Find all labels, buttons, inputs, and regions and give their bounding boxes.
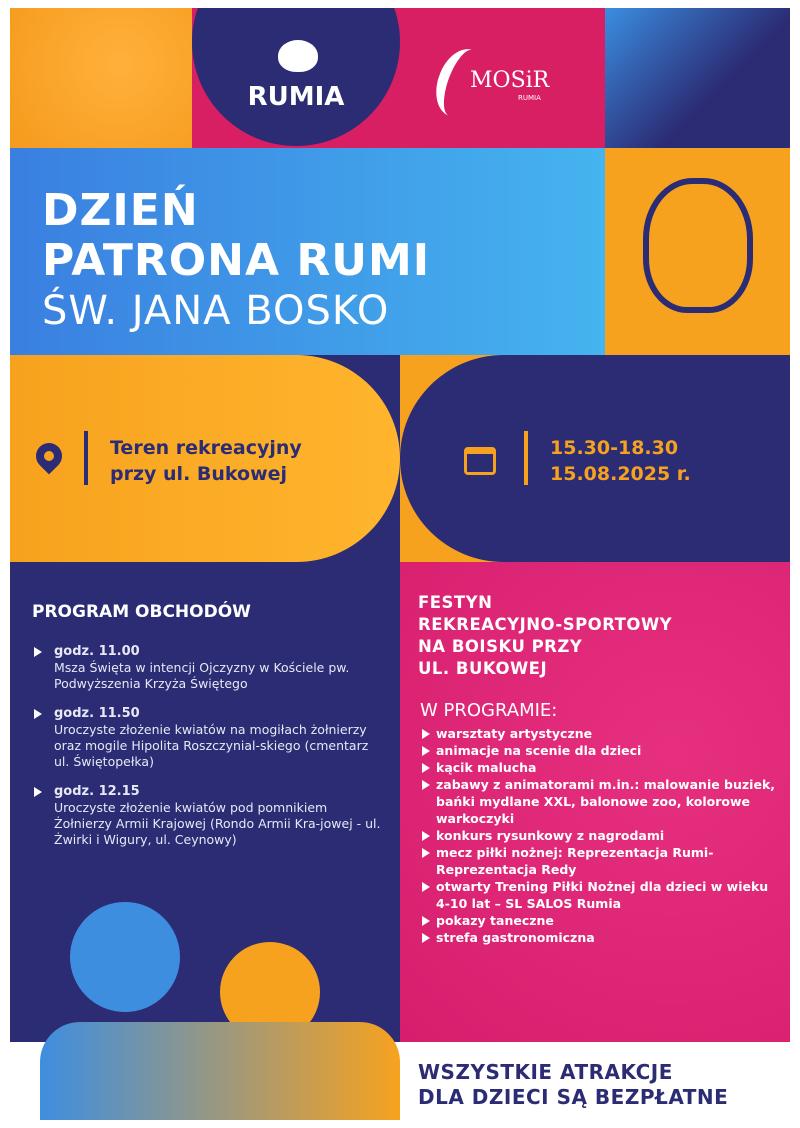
mosir-logo-text: MOSiR [470,68,550,93]
mosir-logo-tile [400,8,605,148]
title-line-1: DZIEŃ [42,185,199,236]
program-time: godz. 11.00 [54,644,140,659]
footer [10,1042,790,1120]
festyn-heading: NA BOISKU PRZY [418,637,583,656]
festyn-heading: REKREACYJNO-SPORTOWY [418,615,673,634]
saint-portrait [605,148,790,355]
datetime-block [400,355,790,562]
festyn-heading: UL. BUKOWEJ [418,659,548,678]
program-item [32,644,386,692]
festyn-item: pokazy taneczne [418,912,780,929]
title-block [10,148,605,355]
datetime-text [550,435,691,487]
footer-line-1: WSZYSTKIE ATRAKCJE [418,1060,673,1084]
festyn-item: animacje na scenie dla dzieci [418,742,780,759]
program-heading: PROGRAM OBCHODÓW [32,602,251,622]
poster [10,8,790,1120]
festyn-subheading: W PROGRAMIE: [420,700,558,721]
event-time: 15.30-18.30 [550,437,679,459]
rumia-logo-tile [192,8,400,148]
divider [524,431,528,485]
event-date: 15.08.2025 r. [550,463,691,485]
title-line-3: ŚW. JANA BOSKO [42,288,390,334]
festyn-item: warsztaty artystyczne [418,725,780,742]
mosir-logo-subtext: RUMIA [518,94,541,102]
festyn-section [400,562,790,1042]
festyn-item: strefa gastronomiczna [418,929,780,946]
rumia-emblem-icon [278,40,318,72]
divider [84,431,88,485]
program-text: Uroczyste złożenie kwiatów pod pomnikiem Żołnierzy Armii Krajowej (Rondo Armii Kra-jowej - ul. Żwirki i Wigury, ul. Ceynowy) [54,800,381,847]
festyn-item: zabawy z animatorami m.in.: malowanie buziek, bańki mydlane XXL, balonowe zoo, kolorowe warkoczyki [418,776,780,827]
rumia-logo-text: RUMIA [247,82,345,112]
orange-pattern-tile [10,8,192,148]
location-block [10,355,400,562]
location-line-1: Teren rekreacyjny [110,437,302,459]
title-line-2: PATRONA RUMI [42,235,431,286]
blue-pattern-tile [605,8,790,148]
footer-line-2: DLA DZIECI SĄ BEZPŁATNE [418,1085,729,1109]
festyn-item: kącik malucha [418,759,780,776]
festyn-item: konkurs rysunkowy z nagrodami [418,827,780,844]
program-section [10,562,400,1042]
location-text [110,435,302,487]
festyn-heading: FESTYN [418,593,493,612]
festyn-item: mecz piłki nożnej: Reprezentacja Rumi-Reprezentacja Redy [418,844,780,878]
program-time: godz. 11.50 [54,706,140,721]
calendar-icon [464,447,496,475]
kids-illustration-base [40,1022,400,1120]
program-item [32,784,386,848]
location-line-2: przy ul. Bukowej [110,463,288,485]
program-item [32,706,386,770]
festyn-item: otwarty Trening Piłki Nożnej dla dzieci w wieku 4-10 lat – SL SALOS Rumia [418,878,780,912]
program-text: Msza Święta w intencji Ojczyzny w Kościele pw. Podwyższenia Krzyża Świętego [54,660,350,691]
program-time: godz. 12.15 [54,784,140,799]
kids-illustration [50,892,380,1042]
program-text: Uroczyste złożenie kwiatów na mogiłach żołnierzy oraz mogile Hipolita Roszczynial-skiego (cmentarz ul. Świętopełka) [54,722,369,769]
